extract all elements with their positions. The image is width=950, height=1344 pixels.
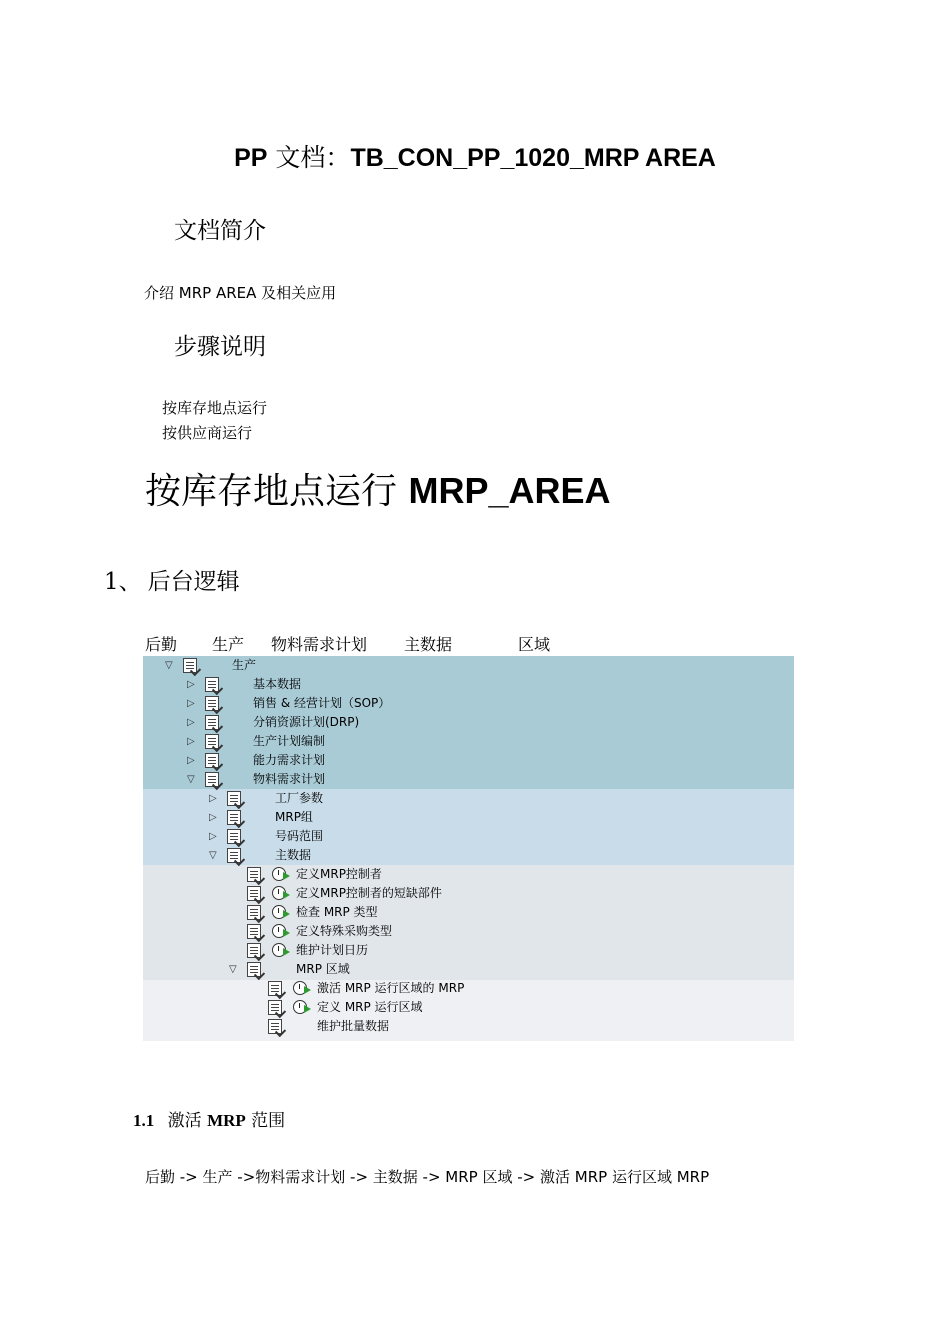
execute-activity-icon[interactable] <box>272 924 286 938</box>
tree-node[interactable] <box>143 865 794 884</box>
documentation-icon[interactable] <box>247 905 261 920</box>
documentation-icon[interactable] <box>268 1019 282 1034</box>
tree-node-label: 能力需求计划 <box>253 753 326 767</box>
menu-path-item: 后勤 <box>145 635 178 654</box>
documentation-icon[interactable] <box>205 715 219 730</box>
tree-node[interactable] <box>143 713 794 732</box>
tree-node[interactable] <box>143 846 794 865</box>
collapsed-triangle-icon[interactable]: ▷ <box>187 698 195 709</box>
execute-activity-icon[interactable] <box>272 943 286 957</box>
subsection-text-b: MRP <box>207 1111 246 1130</box>
documentation-icon[interactable] <box>247 924 261 939</box>
documentation-icon[interactable] <box>205 696 219 711</box>
collapsed-triangle-icon[interactable]: ▷ <box>187 736 195 747</box>
documentation-icon[interactable] <box>247 867 261 882</box>
intro-text: 介绍 MRP AREA 及相关应用 <box>144 284 337 302</box>
tree-node[interactable] <box>143 732 794 751</box>
tree-node-label: 物料需求计划 <box>253 772 326 786</box>
nav-path: 后勤 -> 生产 ->物料需求计划 -> 主数据 -> MRP 区域 -> 激活 MRP 运行区域 MRP <box>145 1168 710 1186</box>
documentation-icon[interactable] <box>227 848 241 863</box>
tree-node-label: 维护批量数据 <box>317 1019 390 1033</box>
main-heading-en: MRP_AREA <box>408 470 611 511</box>
tree-node[interactable] <box>143 675 794 694</box>
tree-node-label: 销售 & 经营计划（SOP） <box>253 696 391 710</box>
documentation-icon[interactable] <box>268 981 282 996</box>
tree-node-label: 工厂参数 <box>275 791 324 805</box>
tree-node[interactable] <box>143 694 794 713</box>
subsection-text-a: 激活 <box>167 1111 208 1131</box>
tree-node[interactable] <box>143 922 794 941</box>
subsection-heading <box>133 1106 285 1131</box>
tree-node[interactable] <box>143 789 794 808</box>
execute-activity-icon[interactable] <box>293 981 307 995</box>
tree-node[interactable] <box>143 998 794 1017</box>
img-tree-screenshot <box>143 656 794 1041</box>
expanded-triangle-icon[interactable]: ▽ <box>165 660 173 671</box>
menu-path-item: 生产 <box>212 635 245 654</box>
intro-heading: 文档简介 <box>174 218 266 244</box>
tree-node-label: 分销资源计划(DRP) <box>253 715 360 729</box>
tree-node[interactable] <box>143 979 794 998</box>
step-item-2: 按供应商运行 <box>162 424 253 442</box>
tree-node[interactable] <box>143 751 794 770</box>
tree-node-label: 激活 MRP 运行区域的 MRP <box>317 981 465 995</box>
title-prefix: PP <box>234 144 268 172</box>
tree-node-label: 定义特殊采购类型 <box>296 924 393 938</box>
tree-node-label: 号码范围 <box>275 829 324 843</box>
title-code: TB_CON_PP_1020_MRP AREA <box>350 144 716 172</box>
main-heading <box>145 463 610 514</box>
documentation-icon[interactable] <box>183 658 197 673</box>
step1-heading <box>104 563 240 596</box>
tree-node-label: 检查 MRP 类型 <box>296 905 378 919</box>
tree-node-label: 生产计划编制 <box>253 734 326 748</box>
documentation-icon[interactable] <box>227 791 241 806</box>
execute-activity-icon[interactable] <box>272 905 286 919</box>
subsection-number: 1.1 <box>133 1111 155 1130</box>
document-title <box>0 138 950 174</box>
documentation-icon[interactable] <box>227 829 241 844</box>
subsection-text-c: 范围 <box>245 1111 286 1131</box>
documentation-icon[interactable] <box>268 1000 282 1015</box>
expanded-triangle-icon[interactable]: ▽ <box>209 850 217 861</box>
tree-node-label: 基本数据 <box>253 677 302 691</box>
tree-node[interactable] <box>143 884 794 903</box>
tree-node[interactable] <box>143 960 794 979</box>
menu-path-item: 区域 <box>518 635 551 654</box>
collapsed-triangle-icon[interactable]: ▷ <box>209 812 217 823</box>
tree-node[interactable] <box>143 808 794 827</box>
execute-activity-icon[interactable] <box>293 1000 307 1014</box>
collapsed-triangle-icon[interactable]: ▷ <box>209 793 217 804</box>
collapsed-triangle-icon[interactable]: ▷ <box>187 717 195 728</box>
tree-node[interactable] <box>143 903 794 922</box>
collapsed-triangle-icon[interactable]: ▷ <box>187 679 195 690</box>
step-item-1: 按库存地点运行 <box>162 399 268 417</box>
documentation-icon[interactable] <box>205 753 219 768</box>
tree-node-label: 定义MRP控制者 <box>296 867 382 881</box>
documentation-icon[interactable] <box>205 772 219 787</box>
tree-node[interactable] <box>143 770 794 789</box>
tree-node-label: 定义MRP控制者的短缺部件 <box>296 886 442 900</box>
tree-node[interactable] <box>143 827 794 846</box>
menu-path-item: 物料需求计划 <box>271 635 368 654</box>
step1-label: 后台逻辑 <box>147 569 240 595</box>
expanded-triangle-icon[interactable]: ▽ <box>229 964 237 975</box>
tree-node-label: 定义 MRP 运行区域 <box>317 1000 423 1014</box>
execute-activity-icon[interactable] <box>272 867 286 881</box>
documentation-icon[interactable] <box>205 734 219 749</box>
documentation-icon[interactable] <box>247 943 261 958</box>
tree-node[interactable] <box>143 1017 794 1036</box>
tree-node[interactable] <box>143 941 794 960</box>
tree-node-label: MRP组 <box>275 810 313 824</box>
main-heading-cn: 按库存地点运行 <box>145 471 409 512</box>
documentation-icon[interactable] <box>247 962 261 977</box>
menu-path-item: 主数据 <box>404 635 453 654</box>
documentation-icon[interactable] <box>205 677 219 692</box>
tree-node[interactable] <box>143 656 794 675</box>
documentation-icon[interactable] <box>247 886 261 901</box>
execute-activity-icon[interactable] <box>272 886 286 900</box>
documentation-icon[interactable] <box>227 810 241 825</box>
tree-node-label: 生产 <box>232 658 257 672</box>
tree-node-label: 主数据 <box>275 848 312 862</box>
tree-node-label: 维护计划日历 <box>296 943 369 957</box>
steps-heading: 步骤说明 <box>174 334 266 360</box>
step1-number: 1、 <box>104 569 142 595</box>
tree-node-label: MRP 区域 <box>296 962 350 976</box>
collapsed-triangle-icon[interactable]: ▷ <box>209 831 217 842</box>
title-cn: 文档： <box>267 143 351 172</box>
expanded-triangle-icon[interactable]: ▽ <box>187 774 195 785</box>
collapsed-triangle-icon[interactable]: ▷ <box>187 755 195 766</box>
